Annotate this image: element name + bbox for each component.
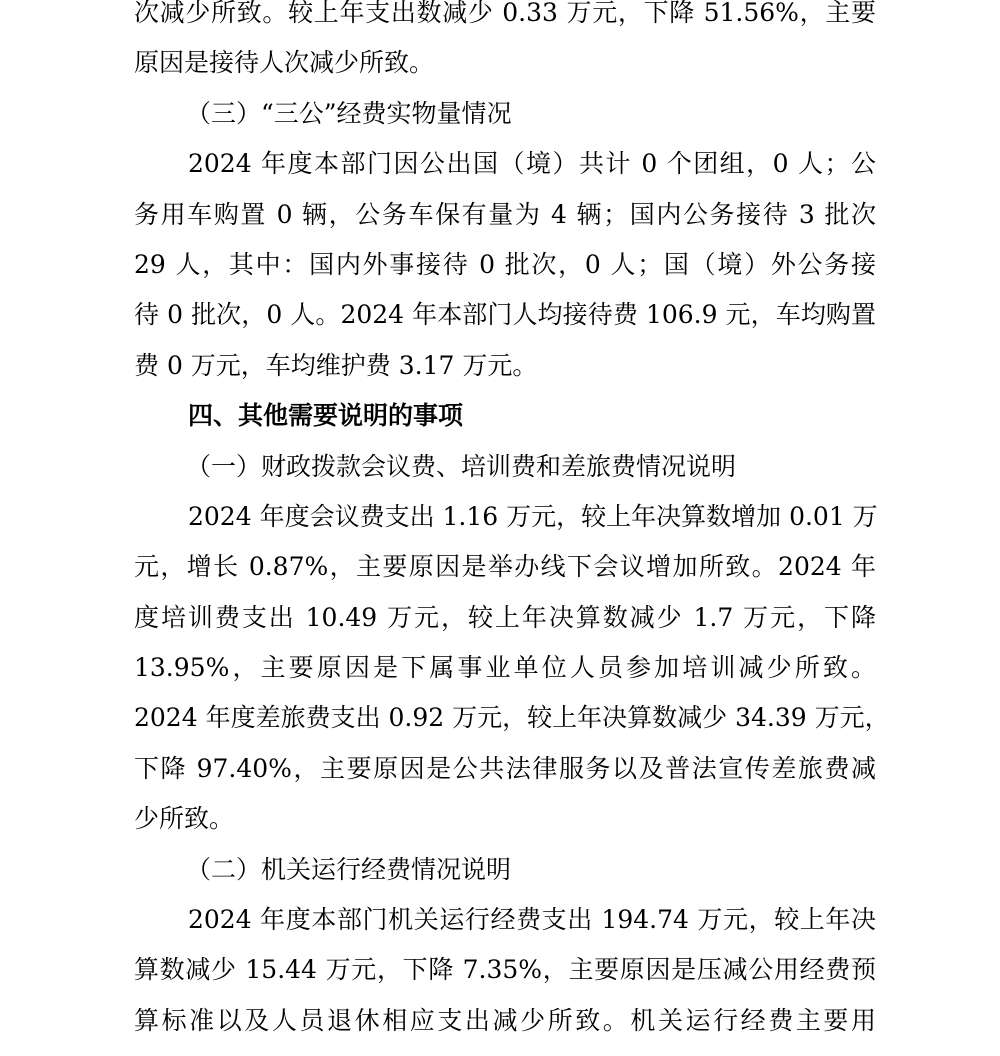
paragraph-line: 29 人，其中：国内外事接待 0 批次，0 人；国（境）外公务接 — [134, 249, 876, 279]
paragraph-line: 2024 年度会议费支出 1.16 万元，较上年决算数增加 0.01 万 — [188, 501, 878, 531]
paragraph-line: 2024 年度本部门机关运行经费支出 194.74 万元，较上年决 — [188, 905, 876, 935]
paragraph-line: 务用车购置 0 辆，公务车保有量为 4 辆；国内公务接待 3 批次 — [134, 199, 876, 229]
paragraph-line: 原因是接待人次减少所致。 — [134, 48, 435, 78]
document-page — [134, 0, 890, 1046]
paragraph-line: 13.95%，主要原因是下属事业单位人员参加培训减少所致。 — [134, 653, 876, 683]
section-heading: （二）机关运行经费情况说明 — [186, 854, 512, 884]
paragraph-line: 次减少所致。较上年支出数减少 0.33 万元，下降 51.56%，主要 — [134, 0, 876, 27]
paragraph-line: 待 0 批次，0 人。2024 年本部门人均接待费 106.9 元，车均购置 — [134, 300, 876, 330]
paragraph-line: 少所致。 — [134, 804, 235, 834]
paragraph-line: 元，增长 0.87%，主要原因是举办线下会议增加所致。2024 年 — [134, 552, 876, 582]
paragraph-line: 算数减少 15.44 万元，下降 7.35%，主要原因是压减公用经费预 — [134, 955, 876, 985]
chapter-heading: 四、其他需要说明的事项 — [188, 401, 464, 431]
paragraph-line: 算标准以及人员退休相应支出减少所致。机关运行经费主要用 — [134, 1005, 876, 1035]
section-heading: （一）财政拨款会议费、培训费和差旅费情况说明 — [186, 451, 737, 481]
paragraph-line: 费 0 万元，车均维护费 3.17 万元。 — [134, 350, 538, 380]
paragraph-line: 2024 年度差旅费支出 0.92 万元，较上年决算数减少 34.39 万元， — [134, 703, 890, 733]
paragraph-line: 下降 97.40%，主要原因是公共法律服务以及普法宣传差旅费减 — [134, 753, 876, 783]
section-heading: （三）“三公”经费实物量情况 — [186, 98, 512, 128]
paragraph-line: 度培训费支出 10.49 万元，较上年决算数减少 1.7 万元，下降 — [134, 602, 876, 632]
paragraph-line: 2024 年度本部门因公出国（境）共计 0 个团组，0 人；公 — [188, 149, 876, 179]
